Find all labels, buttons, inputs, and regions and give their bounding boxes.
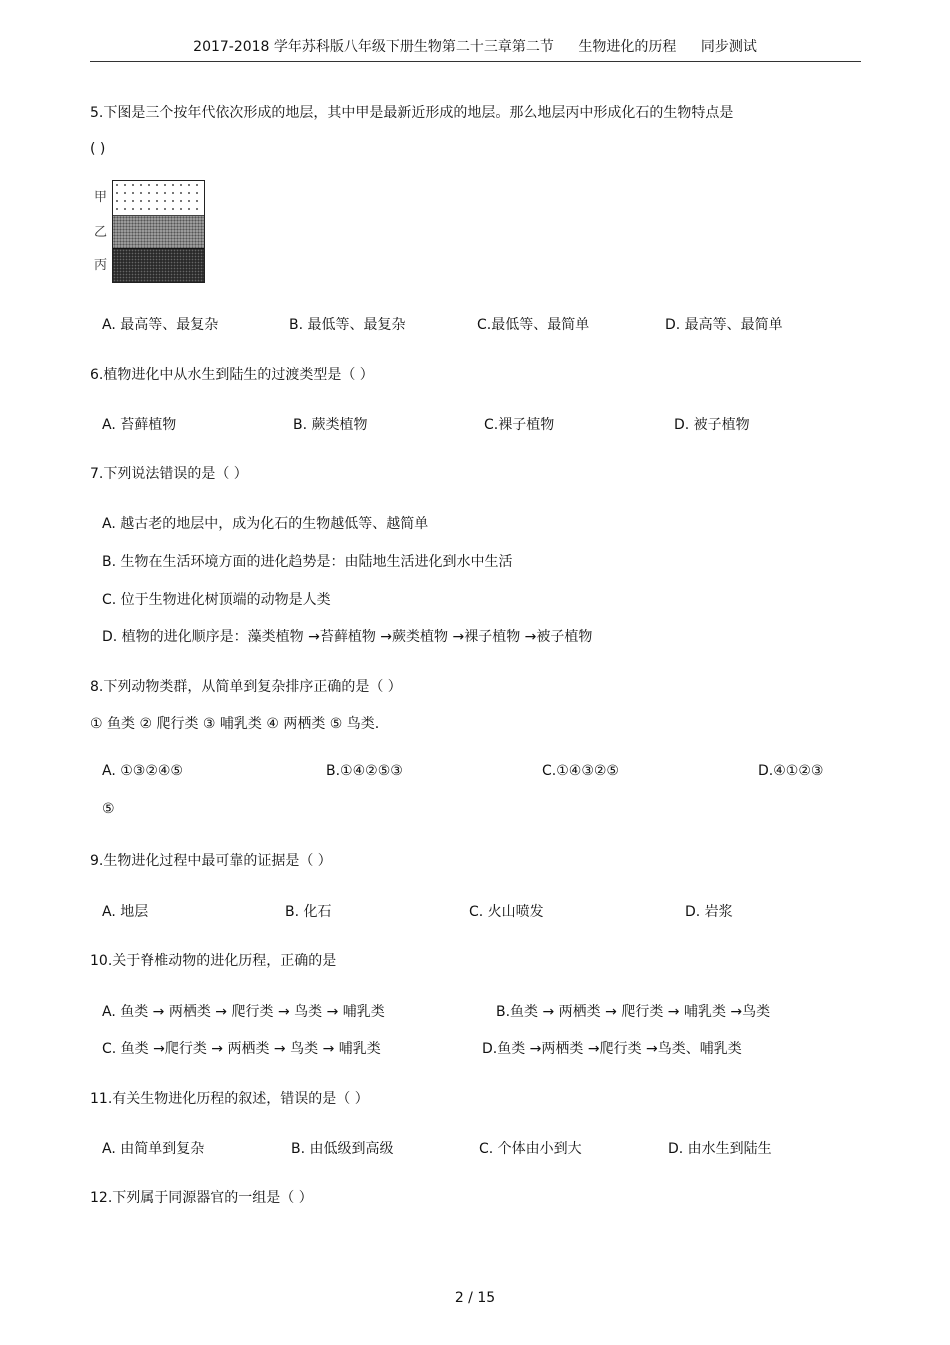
header-subtitle: 生物进化的历程 (578, 39, 677, 55)
question-7-option-d[interactable]: D. 植物的进化顺序是：藻类植物 →苔藓植物 →蕨类植物 →裸子植物 →被子植物 (102, 629, 593, 645)
question-12-stem: 12.下列属于同源器官的一组是（ ） (90, 1190, 313, 1206)
stratum-jia (113, 181, 204, 215)
question-6-stem: 6.植物进化中从水生到陆生的过渡类型是（ ） (90, 367, 374, 383)
strata-diagram (112, 180, 205, 283)
question-8-option-a[interactable]: A. ①③②④⑤ (102, 763, 183, 779)
question-11-option-a[interactable]: A. 由简单到复杂 (102, 1141, 205, 1157)
question-9-option-b[interactable]: B. 化石 (285, 904, 332, 920)
question-10-option-b[interactable]: B.鱼类 → 两栖类 → 爬行类 → 哺乳类 →鸟类 (496, 1004, 771, 1020)
question-10-option-d[interactable]: D.鱼类 →两栖类 →爬行类 →鸟类、哺乳类 (482, 1041, 742, 1057)
question-8-option-c[interactable]: C.①④③②⑤ (542, 763, 619, 779)
question-5-option-b[interactable]: B. 最低等、最复杂 (289, 317, 406, 333)
question-10-option-a[interactable]: A. 鱼类 → 两栖类 → 爬行类 → 鸟类 → 哺乳类 (102, 1004, 385, 1020)
question-7-option-a[interactable]: A. 越古老的地层中，成为化石的生物越低等、越简单 (102, 516, 429, 532)
stratum-yi (113, 215, 204, 248)
question-11-stem: 11.有关生物进化历程的叙述，错误的是（ ） (90, 1091, 369, 1107)
question-8-stem: 8.下列动物类群，从简单到复杂排序正确的是（ ） (90, 679, 402, 695)
question-9-stem: 9.生物进化过程中最可靠的证据是（ ） (90, 853, 332, 869)
question-10-option-c[interactable]: C. 鱼类 →爬行类 → 两栖类 → 鸟类 → 哺乳类 (102, 1041, 381, 1057)
question-8-option-d-continued: ⑤ (102, 801, 115, 817)
question-11-option-c[interactable]: C. 个体由小到大 (479, 1141, 582, 1157)
question-8-option-d[interactable]: D.④①②③ (758, 763, 824, 779)
question-6-option-b[interactable]: B. 蕨类植物 (293, 417, 368, 433)
question-6-option-d[interactable]: D. 被子植物 (674, 417, 750, 433)
stratum-bing (113, 248, 204, 282)
stratum-label-yi: 乙 (94, 225, 108, 240)
question-8-option-b[interactable]: B.①④②⑤③ (326, 763, 403, 779)
question-8-items: ① 鱼类 ② 爬行类 ③ 哺乳类 ④ 两栖类 ⑤ 鸟类. (90, 716, 380, 732)
question-11-option-d[interactable]: D. 由水生到陆生 (668, 1141, 772, 1157)
question-5-option-d[interactable]: D. 最高等、最简单 (665, 317, 783, 333)
question-5-option-a[interactable]: A. 最高等、最复杂 (102, 317, 219, 333)
question-11-option-b[interactable]: B. 由低级到高级 (291, 1141, 394, 1157)
question-9-option-d[interactable]: D. 岩浆 (685, 904, 733, 920)
header-tag: 同步测试 (700, 39, 757, 55)
stratum-label-jia: 甲 (94, 190, 108, 205)
question-9-option-a[interactable]: A. 地层 (102, 904, 149, 920)
page-header (0, 36, 950, 56)
page-number: 2 / 15 (454, 1290, 496, 1306)
question-9-option-c[interactable]: C. 火山喷发 (469, 904, 544, 920)
question-10-stem: 10.关于脊椎动物的进化历程，正确的是 (90, 953, 337, 969)
header-divider (90, 61, 861, 62)
header-title: 2017-2018 学年苏科版八年级下册生物第二十三章第二节 (193, 39, 554, 55)
question-7-option-c[interactable]: C. 位于生物进化树顶端的动物是人类 (102, 592, 331, 608)
question-7-stem: 7.下列说法错误的是（ ） (90, 466, 248, 482)
question-6-option-c[interactable]: C.裸子植物 (484, 417, 555, 433)
question-5-option-c[interactable]: C.最低等、最简单 (477, 317, 590, 333)
question-7-option-b[interactable]: B. 生物在生活环境方面的进化趋势是：由陆地生活进化到水中生活 (102, 554, 513, 570)
stratum-label-bing: 丙 (94, 258, 108, 273)
question-5-stem: 5.下图是三个按年代依次形成的地层，其中甲是最新近形成的地层。那么地层丙中形成化石的生物特点是 (90, 105, 734, 121)
question-5-paren: ( ) (90, 141, 106, 157)
question-6-option-a[interactable]: A. 苔藓植物 (102, 417, 177, 433)
